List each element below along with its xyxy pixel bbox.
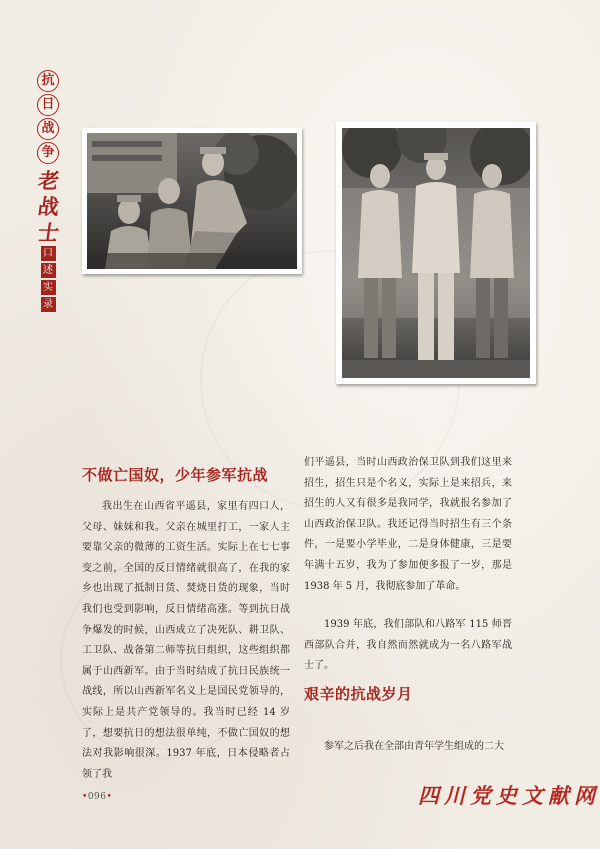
series-big-char: 士 — [35, 220, 61, 245]
series-big-char: 老 — [35, 168, 61, 193]
page-number-dot: • — [106, 792, 113, 802]
page-number-dot: • — [82, 792, 88, 802]
section-heading: 不做亡国奴，少年参军抗战 — [82, 466, 269, 484]
paragraph-gap — [304, 597, 512, 615]
text-column-left — [82, 497, 290, 785]
series-small-char: 录 — [41, 297, 56, 312]
series-circle-char: 抗 — [37, 70, 59, 92]
body-paragraph: 参军之后我在全部由青年学生组成的二大 — [324, 740, 504, 752]
series-small-char: 实 — [41, 280, 56, 295]
photo-three-soldiers-seated — [82, 128, 302, 274]
series-circle-char: 争 — [37, 142, 59, 164]
page-number-text: 096 — [87, 792, 107, 802]
series-small-char: 口 — [41, 246, 56, 261]
series-small-char: 述 — [41, 263, 56, 278]
series-big-char: 战 — [35, 194, 61, 219]
series-circle-char: 日 — [37, 94, 59, 116]
photo-image — [87, 133, 297, 269]
body-paragraph: 1939 年底，我们部队和八路军 115 师晋西部队合并，我自然而然就成为一名八路军战士了。 — [304, 619, 512, 672]
photo-image — [342, 128, 530, 378]
body-paragraph: 们平遥县，当时山西政治保卫队到我们这里来招生，招生只是个名义，实际上是来招兵，来招生的人又有很多是我同学，我就报名参加了山西政治保卫队。我还记得当时招生有三个条件，一是要小学毕业，二是身体健康，三是要年满十五岁，我为了参加便多报了一岁，那是 1938 年 5 月，我彻底参加了革命。 — [304, 457, 512, 592]
series-circle-char: 战 — [37, 118, 59, 140]
series-title — [34, 70, 62, 312]
body-paragraph: 我出生在山西省平遥县，家里有四口人，父母、妹妹和我。父亲在城里打工，一家人主要靠父亲的微薄的工资生活。实际上在七七事变之前，全国的反日情绪就很高了，在我的家乡也出现了抵制日货、焚烧日货的现象，当时我们也受到影响，反日情绪高涨。等到抗日战争爆发的时候，山西成立了决死队、耕卫队、工卫队、战备第二师等抗日组织，这些组织都属于山西新军。由于当时结成了抗日民族统一战线，所以山西新军名义上是国民党领导的，实际上是共产党领导的。我当时已经 14 岁了，想要抗日的想法很单纯，不做亡国奴的想法对我影响很深。1937 年底，日本侵略者占领了我 — [82, 501, 290, 780]
page-number — [82, 792, 112, 802]
text-column-right — [304, 453, 512, 758]
site-logo: 四川党史文献网 — [418, 783, 600, 808]
photo-three-soldiers-standing — [336, 122, 536, 384]
section-heading: 艰辛的抗战岁月 — [304, 685, 413, 703]
